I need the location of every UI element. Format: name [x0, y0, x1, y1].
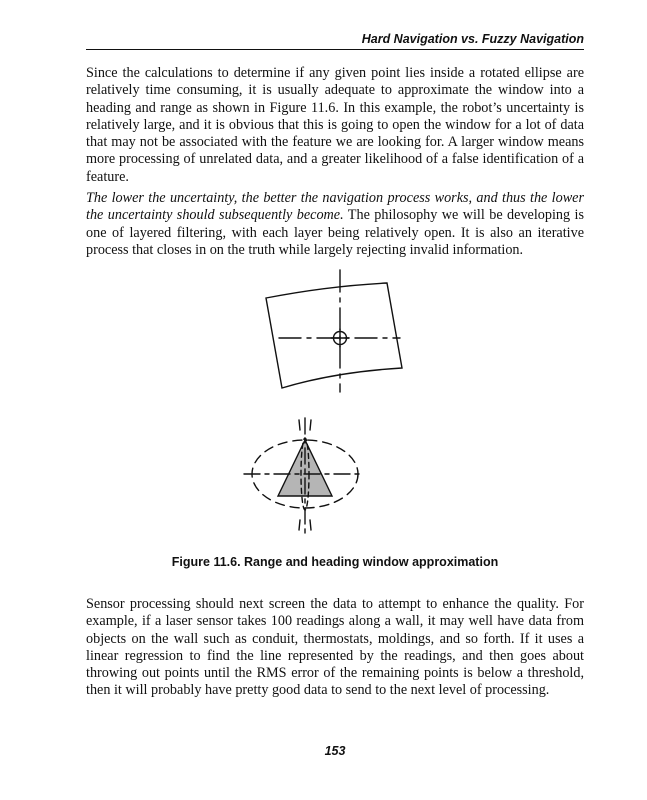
page-number: 153	[324, 744, 346, 758]
figure-caption: Figure 11.6. Range and heading window approximation	[171, 555, 499, 569]
lower-tick-left	[299, 520, 300, 530]
paragraph-1: Since the calculations to determine if any given point lies inside a rotated ellipse are relatively time consuming, it is usually adequate to approximate the window into a heading and range as shown in Figure 11.6. In this example, the robot’s uncertainty is relatively large, and it is obvious that this is going to open the window for a lot of data that may not be associated with the feature we are looking for. A larger window means more processing of unrelated data, and a greater likelihood of a false identification of a feature.	[86, 65, 584, 185]
upper-tick-left	[299, 420, 300, 430]
running-head-title: Hard Navigation vs. Fuzzy Navigation	[361, 32, 584, 46]
upper-tick-right	[310, 420, 311, 430]
header-rule	[86, 49, 584, 50]
paragraph-2	[86, 190, 584, 259]
paragraph-2-emphasis: The lower the uncertainty, the better the navigation process works, and thus the lower the uncertainty should subsequently become.	[86, 190, 584, 224]
paragraph-3: Sensor processing should next screen the data to attempt to enhance the quality. For example, if a laser sensor takes 100 readings along a wall, it may well have data from objects on the wall such as conduit, thermostats, moldings, and so forth. If it uses a linear regression to find the line represented by the readings, and then goes about throwing out points until the RMS error of the remaining points is below a threshold, then it will probably have pretty good data to send to the next level of processing.	[86, 596, 584, 699]
paragraph-2-text: The philosophy we will be developing is one of layered filtering, with each layer being relatively open. It is also an iterative process that closes in on the truth while largely rejecting invalid information.	[86, 207, 584, 258]
lower-tick-right	[310, 520, 311, 530]
range-heading-window-figure	[230, 268, 430, 538]
